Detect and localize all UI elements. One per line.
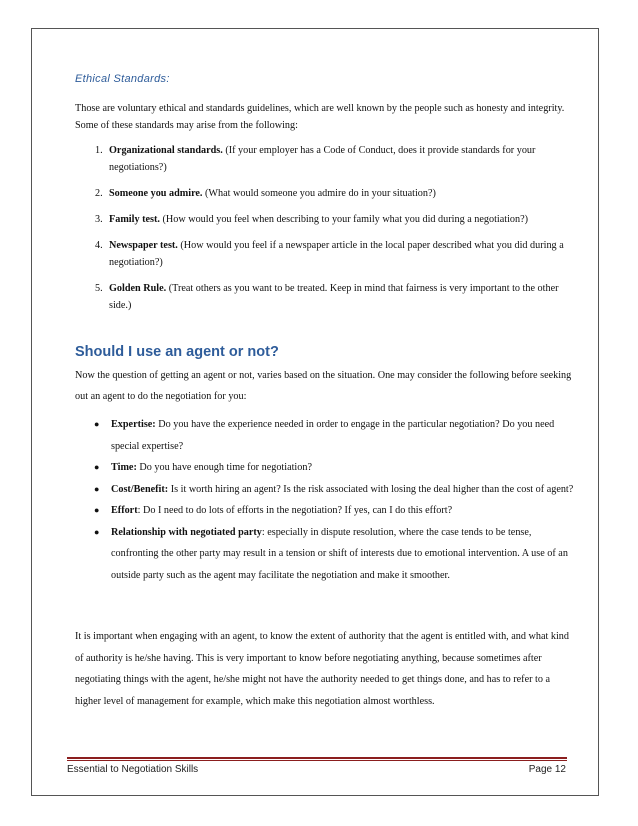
list-item: ● Expertise: Do you have the experience needed in order to engage in the particular negotiation? Do you need special expertise?: [75, 414, 575, 457]
ethical-standards-list: [75, 142, 575, 323]
ethical-intro: Those are voluntary ethical and standards guidelines, which are well known by the people such as honesty and integrity. Some of these standards may arise from the following:: [75, 103, 565, 131]
agent-intro: Now the question of getting an agent or not, varies based on the situation. One may consider the following before seeking out an agent to do the negotiation for you:: [75, 370, 572, 402]
list-item: ● Effort: Do I need to do lots of efforts in the negotiation? If yes, can I do this effort?: [75, 500, 575, 522]
list-item: 3. Family test. (How would you feel when describing to your family what you did during a negotiation?): [95, 214, 529, 225]
footer-divider-thin: [67, 760, 567, 761]
bullet-icon: ●: [94, 419, 100, 429]
list-item: ● Time: Do you have enough time for negotiation?: [75, 457, 575, 479]
footer-title: Essential to Negotiation Skills: [67, 764, 199, 775]
agent-section-heading: Should I use an agent or not?: [75, 344, 279, 360]
bullet-icon: ●: [94, 505, 100, 515]
ethical-standards-title: Ethical Standards:: [75, 73, 170, 85]
list-item: 5. Golden Rule. (Treat others as you want to be treated. Keep in mind that fairness is very important to the other side.): [95, 283, 559, 311]
agent-closing-paragraph: It is important when engaging with an agent, to know the extent of authority that the agent is entitled with, and what kind of authority is he/she having. This is very important to know before negotiating anything, because sometimes after negotiating things with the agent, he/she might not have the authority needed to get things done, and has to refer to a higher level of management for example, which make this negotiation almost worthless.: [75, 631, 569, 707]
list-item: ● Relationship with negotiated party: especially in dispute resolution, where the case tends to be tense, confronting the other party may result in a tension or shift of interests due to emotional intervention. A use of an outside party such as the agent may facilitate the negotiation and make it smoother.: [75, 522, 575, 587]
agent-considerations-list: [75, 414, 575, 586]
list-item: ● Cost/Benefit: Is it worth hiring an agent? Is the risk associated with losing the deal higher than the cost of agent?: [75, 479, 575, 501]
bullet-icon: ●: [94, 526, 100, 537]
list-item: 4. Newspaper test. (How would you feel if a newspaper article in the local paper described what you did during a negotiation?): [95, 240, 564, 268]
bullet-icon: ●: [94, 483, 100, 494]
list-item: 2. Someone you admire. (What would someone you admire do in your situation?): [95, 188, 436, 199]
bullet-icon: ●: [94, 462, 100, 472]
list-item: 1. Organizational standards. (If your employer has a Code of Conduct, does it provide standards for your negotiations?): [95, 145, 536, 173]
footer-divider: [67, 757, 567, 759]
page-number: Page 12: [528, 764, 566, 775]
